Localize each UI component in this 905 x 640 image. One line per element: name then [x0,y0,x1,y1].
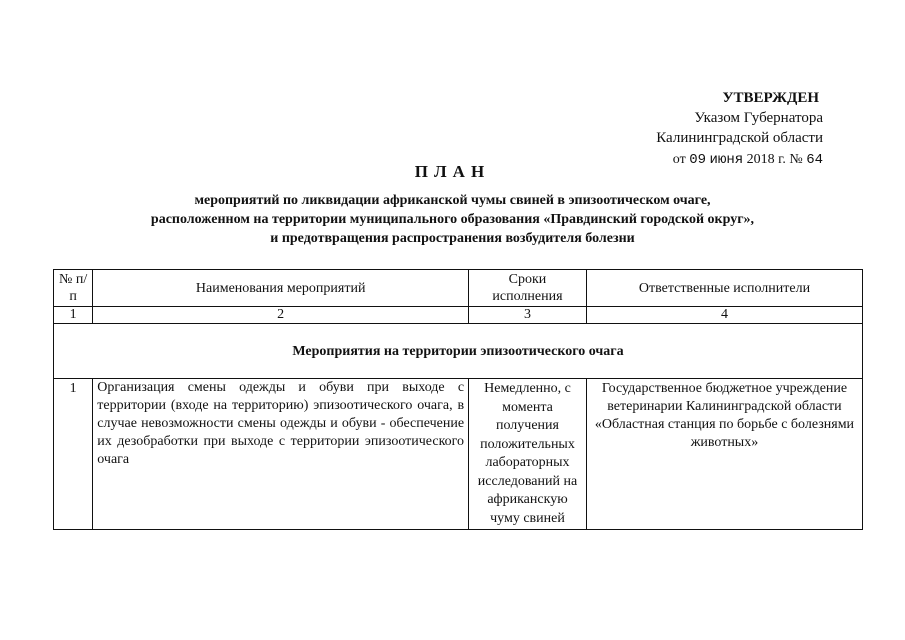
decree-number: 64 [806,152,823,168]
document-subtitle [60,191,845,248]
column-number: 2 [93,307,469,324]
section-title: Мероприятия на территории эпизоотического очага [54,324,863,379]
date-year: 2018 г. № [746,152,803,167]
table-header-row [54,270,863,307]
column-number: 4 [586,307,862,324]
column-number-row [54,307,863,324]
column-number: 1 [54,307,93,324]
subtitle-line-2: расположенном на территории муниципального образования «Правдинский городской округ», [150,212,755,227]
header-name: Наименования мероприятий [93,270,469,307]
approval-line-2: Калининградской области [656,130,823,146]
column-number: 3 [469,307,587,324]
row-term: Немедленно, с момента получения положительных лабораторных исследований на африканскую чуму свиней [469,379,587,530]
header-num: № п/п [54,270,93,307]
date-day: 09 [689,152,707,168]
row-num: 1 [54,379,93,530]
approval-stamp [656,88,823,170]
row-executor: Государственное бюджетное учреждение ветеринарии Калининградской области «Областная станция по борьбе с болезнями животных» [586,379,862,530]
row-activity: Организация смены одежды и обуви при выходе с территории (входе на территорию) эпизоотического очага, в случае невозможности смены одежды и обуви - обеспечение их дезобработки при выходе с территории эпизоотического очага [93,379,469,530]
document-title: ПЛАН [414,162,491,181]
table-row [54,379,863,530]
subtitle-line-1: мероприятий по ликвидации африканской чумы свиней в эпизоотическом очаге, [194,193,711,208]
subtitle-line-3: и предотвращения распространения возбудителя болезни [270,231,635,246]
header-exec: Ответственные исполнители [586,270,862,307]
header-term: Сроки исполнения [469,270,587,307]
section-row [54,324,863,379]
approval-title: УТВЕРЖДЕН [722,90,819,106]
approval-line-1: Указом Губернатора [694,110,823,126]
plan-table [53,269,863,530]
date-prefix: от [672,152,686,167]
date-month: июня [709,152,744,168]
